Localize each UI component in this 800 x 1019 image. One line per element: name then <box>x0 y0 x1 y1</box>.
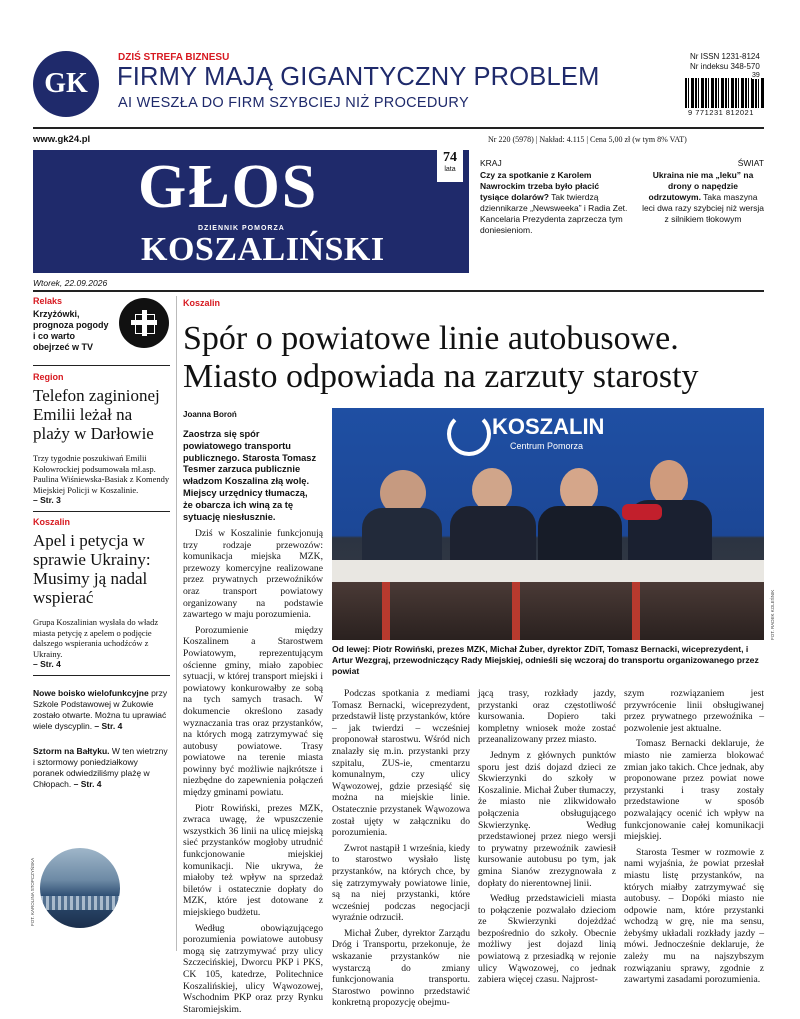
lead-col2-p1: Podczas spotkania z mediami Tomasz Bernacki, wiceprezydent, przedstawił listę przystanków, które – jak twierdzi – wcześniej proponował starostwu. Wśród nich znalazły się m.in. przystanki przy szpitalu, ZUS-ie, cmentarzu komunalnym, czy ulicy Wąwozowej, gdzie przesiąść się można na miejskie linie. Ostatecznie przystanek Wąwozowa został ujęty w załączniku do porozumienia. <box>332 688 470 839</box>
lead-col1-p3: Piotr Rowiński, prezes MZK, zwraca uwagę, że wpuszczenie wszystkich 36 linii na ulicę miejską sieć przystanków mogłoby utrudnić funkcjonowanie miejskiej komunikacji. Nie ukrywa, że miałoby też wpływ na sprzedaż biletów i ostatecznie dopłaty do MZK, które jest dotowane z miejskiego budżetu. <box>183 802 323 918</box>
barcode-number: 9 771231 812021 <box>688 108 754 117</box>
koszalin-text: Grupa Koszalinian wysłała do władz miasta petycję z apelem o podjęcie dalszego wspierania uchodźców z Ukrainy. <box>33 617 159 659</box>
masthead-title-top: GŁOS <box>138 153 319 221</box>
issue-date: Wtorek, 22.09.2026 <box>33 278 108 288</box>
barcode <box>685 78 765 108</box>
teaser-swiat-text: Taka maszyna leci dwa razy szybciej niż wersja z silnikiem tłokowym <box>642 192 764 224</box>
lead-headline[interactable] <box>183 320 699 396</box>
barcode-issue: 39 <box>752 72 760 79</box>
boisko-bold: Nowe boisko wielofunkcyjne <box>33 688 149 698</box>
sidebar <box>33 296 170 790</box>
lead-headline-line1: Spór o powiatowe linie autobusowe. <box>183 320 679 357</box>
masthead <box>33 150 469 273</box>
koszalin-ref: – Str. 4 <box>33 659 61 669</box>
lead-headline-line2: Miasto odpowiada na zarzuty starosty <box>183 358 699 395</box>
region-text: Trzy tygodnie poszukiwań Emilii Kołowrockiej podsumowała mł.asp. Paulina Wiśniewska-Basiak z Komendy Miejskiej Policji w Koszalinie. <box>33 453 170 495</box>
years-label: lata <box>444 166 456 173</box>
sztorm-teaser[interactable] <box>33 746 170 790</box>
teaser-kraj-bold: Czy za spotkanie z Karolem Nawrockim trzeba było płacić tysiące dolarów? <box>480 170 600 202</box>
relaks-label: Relaks <box>33 296 63 306</box>
lead-col1-p2: Porozumienie między Koszalinem a Starostwem Powiatowym, reprezentującym ościenne gminy, miało zapobiec sytuacji, w której transport miejski i powiatowy konkurowałby ze sobą na tych samych trasach. W dokumencie określono zasady wyznaczania tras oraz przystanków, na których mogą zatrzymywać się autobusy powiatowe. Trasy powiatowe na terenie miasta powinny być możliwie najkrótsze i niezbędne do zapewnienia połączeń między gminami powiatu. <box>183 624 323 799</box>
lead-col3 <box>478 688 616 990</box>
lead-col1-p1: Dziś w Koszalinie funkcjonują trzy rodzaje przewozów: komunikacja miejska MZK, przewozy komercyjne realizowane przez prywatnych przewoźników oraz transport powiatowy organizowany na podstawie zawartego w maju porozumienia. <box>183 528 323 621</box>
years-number: 74 <box>443 150 457 165</box>
website-link[interactable]: www.gk24.pl <box>33 134 91 145</box>
photo-sign-sub: Centrum Pomorza <box>510 441 584 451</box>
microphones <box>622 504 662 520</box>
koszalin-label: Koszalin <box>33 517 71 527</box>
masthead-subtitle: DZIENNIK POMORZA <box>198 225 285 232</box>
region-ref: – Str. 3 <box>33 495 61 505</box>
index-number: Nr indeksu 348-570 <box>690 62 760 71</box>
lead-photo-credit: FOT. RADEK KOLEŚNIK <box>770 589 775 640</box>
photo-sign: KOSZALIN <box>492 414 605 439</box>
lead-col2 <box>332 688 470 1013</box>
top-headline[interactable]: FIRMY MAJĄ GIGANTYCZNY PROBLEM <box>117 63 600 91</box>
boisko-teaser[interactable] <box>33 688 170 732</box>
teaser-kraj-text: Tak twierdzą dziennikarze „Newsweeka” i Radia Zet. Kancelaria Prezydenta zaprzecza tym doniesieniom. <box>480 192 628 235</box>
region-title[interactable]: Telefon zaginionej Emilii leżał na plaży w Darłowie <box>33 386 160 443</box>
sztorm-photo[interactable] <box>40 848 120 928</box>
lead-intro: Zaostrza się spór powiatowego transportu publicznego. Starosta Tomasz Tesmer zarzuca publicznie władzom Koszalina złą wolę. Miejscy urzędnicy tłumaczą, że obarcza ich winą za tę sytuację niesłusznie. <box>183 429 317 522</box>
lead-col4-p1: szym rozwiązaniem jest przywrócenie linii obsługiwanej przez prywatnego przewoźnika – pozwolenie jest aktualne. <box>624 688 764 734</box>
lead-col3-p1: jącą trasy, rozkłady jazdy, przystanki oraz częstotliwość kursowania. Dopiero taki kompletny wniosek może zostać przeanalizowany przez miasto. <box>478 688 616 746</box>
lead-kicker: Koszalin <box>183 298 221 308</box>
lead-col4-p3: Starosta Tesmer w rozmowie z nami wyjaśnia, że powiat przesłał miastu listę przystanków, na których miałby zatrzymywać się autobusy. – Dopóki miasto nie odpowie nam, które przystanki wchodzą w grę, nie ma sensu, żebyśmy układali rozkłady jazdy – mówi. Jednocześnie deklaruje, że zależy mu na najszybszym rozwiązaniu sprawy, zgodnie z zawartymi zasadami porozumienia. <box>624 846 764 986</box>
lead-col2-p2: Zwrot nastąpił 1 września, kiedy to starostwo wysłało listę przystanków, na których chce, by się zatrzymywały powiatowe linie, są na niej przystanki, które wcześniej podczas negocjacji wyraźnie odrzucił. <box>332 842 470 924</box>
lead-caption: Od lewej: Piotr Rowiński, prezes MZK, Michał Żuber, dyrektor ZDiT, Tomasz Bernacki, wiceprezydent, i Artur Wezgraj, przewodniczący Rady Miejskiej, odnieśli się wczoraj do transportu organizowanego przez powiat <box>332 644 759 676</box>
top-subheadline: AI WESZŁA DO FIRM SZYBCIEJ NIŻ PROCEDURY <box>118 95 469 111</box>
teaser-swiat[interactable] <box>642 158 764 225</box>
sztorm-photo-credit: FOT. KAROLINA STOPCZYŃSKA <box>30 857 35 926</box>
teaser-kraj[interactable] <box>480 158 630 236</box>
lead-author: Joanna Boroń <box>183 410 237 419</box>
masthead-title-bottom: KOSZALIŃSKI <box>141 231 385 268</box>
press-table <box>332 560 764 582</box>
koszalin-title[interactable]: Apel i petycja w sprawie Ukrainy: Musimy ją nadal wspierać <box>33 531 151 607</box>
crossword-icon <box>119 298 169 348</box>
lead-col4 <box>624 688 764 990</box>
boisko-text: przy Szkole Podstawowej w Żukowie zostało otwarte. Można tu uprawiać wiele dyscyplin. <box>33 688 168 731</box>
sztorm-text: W ten wietrzny i sztormowy poniedziałkowy poranek odwiedziliśmy plażę w Chłopach. <box>33 746 168 789</box>
lead-col4-p2: Tomasz Bernacki deklaruje, że miasto nie zamierza blokować zmian jako takich. Chce jednak, aby proponowane przez powiat nowe przystanki i trasy zostały przedstawione w sposób pozwalający ocenić ich wpływ na funkcjonowanie całej komunikacji miejskiej. <box>624 738 764 843</box>
top-kicker: DZIŚ STREFA BIZNESU <box>118 52 230 63</box>
region-label: Region <box>33 372 64 382</box>
teaser-kraj-label: KRAJ <box>480 158 502 168</box>
gk-badge <box>33 51 99 117</box>
boisko-ref: – Str. 4 <box>92 721 123 731</box>
lead-col2-p3: Michał Żuber, dyrektor Zarządu Dróg i Transportu, przekonuje, że wskazanie przystanków nie wystarczą do zmiany funkcjonowania transportu. Starostwo powinno przedstawić konkretną propozycję obejmu- <box>332 927 470 1009</box>
issue-info: Nr 220 (5978) | Nakład: 4.115 | Cena 5,00 zł (w tym 8% VAT) <box>488 135 687 144</box>
lead-col3-p3: Według przedstawicieli miasta to połączenie pozwalało dzieciom ze Skwierzynki dojeżdżać bezpośrednio do szkoły. Obecnie możliwy jest dojazd linią powiatową z przesiadką w rejonie ulicy Wąwozowej, co jednak zabiera więcej czasu. Najprost- <box>478 893 616 986</box>
relaks-text[interactable]: Krzyżówki, prognoza pogody i co warto obejrzeć w TV <box>33 309 109 352</box>
sztorm-bold: Sztorm na Bałtyku. <box>33 746 110 756</box>
sztorm-ref: – Str. 4 <box>71 779 102 789</box>
issn: Nr ISSN 1231-8124 <box>690 52 760 61</box>
teaser-swiat-label: ŚWIAT <box>737 158 764 168</box>
teaser-swiat-bold: Ukraina nie ma „leku” na drony o napędzie odrzutowym. <box>648 170 754 202</box>
lead-col3-p2: Jednym z głównych punktów sporu jest dziś dojazd dzieci ze Skwierzynki do szkoły w Koszalinie. Michał Żuber tłumaczy, że miasto nie zlikwidowało połączenia obsługującego Skwierzynkę. Według przedstawionej przez niego wersji to prywatny przewoźnik zawiesił kursowanie autobusu po tym, jak gmina Sianów zrezygnowała z dopłaty do nierentownej linii. <box>478 749 616 889</box>
years-badge <box>437 150 463 182</box>
koszalin-logo-icon <box>447 412 491 456</box>
lead-col1-p4: Według obowiązującego porozumienia powiatowe autobusy mogą się zatrzymywać przy ulicy Szczecińskiej, Dworcu PKP i PKS, CK 105, katedrze, Politechnice Koszalińskiej, ulicy Wąwozowej, Wschodnim PKP oraz przy Rynku Staromiejskim. <box>183 922 323 1015</box>
gk-badge-text: GK <box>44 68 88 99</box>
lead-photo[interactable] <box>332 408 764 640</box>
lead-col1 <box>183 528 323 1019</box>
